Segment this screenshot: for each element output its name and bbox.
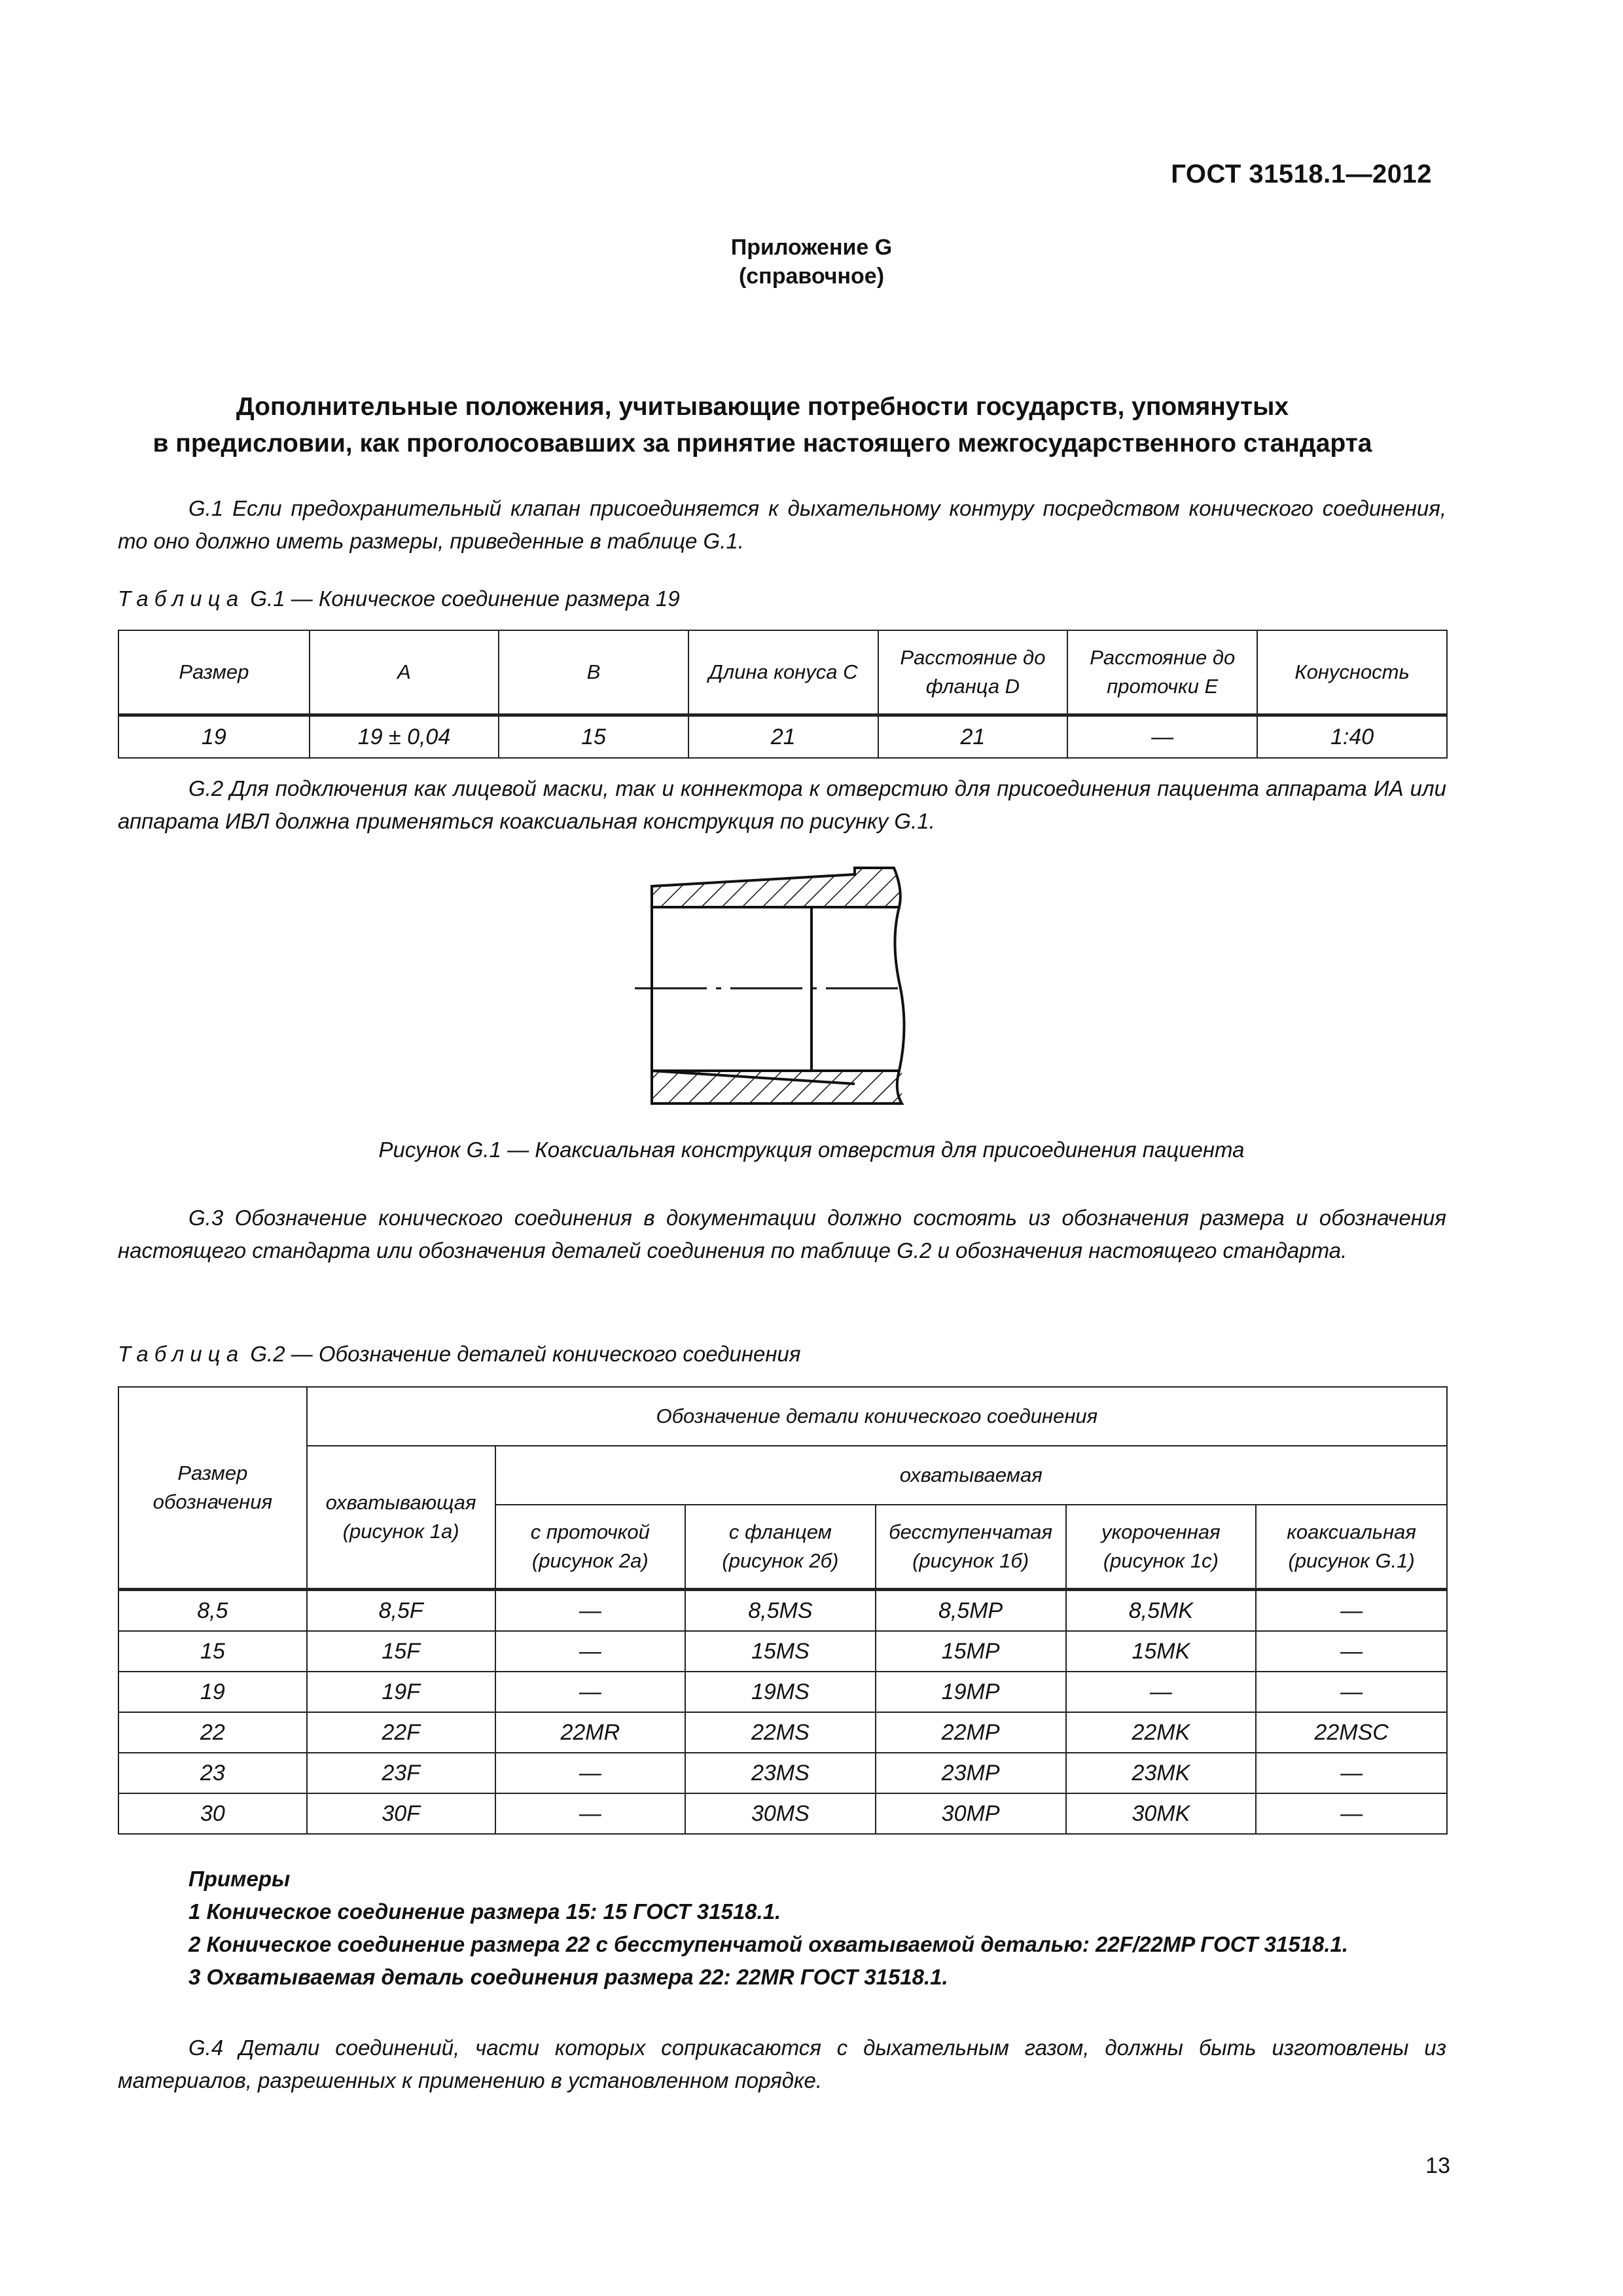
table-cell: —: [495, 1631, 686, 1672]
table1-header-cell: Расстояние до проточки E: [1067, 630, 1257, 715]
table1-header-cell: B: [499, 630, 688, 715]
example-item: 1 Коническое соединение размера 15: 15 ГОСТ 31518.1.: [188, 1899, 781, 1924]
table-cell: 23MS: [685, 1753, 876, 1793]
table-row: [118, 1712, 1447, 1753]
table-cell: 19: [118, 1672, 307, 1712]
table-row: [118, 1793, 1447, 1834]
examples-title: Примеры: [188, 1867, 291, 1891]
table-cell: 30MP: [876, 1793, 1066, 1834]
table-cell: —: [495, 1753, 686, 1793]
table-cell: 22MK: [1066, 1712, 1257, 1753]
table-cell: 22MS: [685, 1712, 876, 1753]
table2-caption: [118, 1342, 800, 1367]
table-row: [118, 1590, 1447, 1632]
table-cell: 8,5MS: [685, 1590, 876, 1632]
title-line-2: в предисловии, как проголосовавших за принятие настоящего межгосударственного стандарта: [152, 429, 1372, 457]
figure-caption: Рисунок G.1 — Коаксиальная конструкция отверстия для присоединения пациента: [378, 1138, 1245, 1162]
table-cell: —: [1256, 1672, 1447, 1712]
appendix-heading: [0, 233, 1623, 291]
table-cell: 15F: [307, 1631, 495, 1672]
table-cell: —: [495, 1793, 686, 1834]
table2-header-size: Размер обозначения: [118, 1387, 307, 1590]
table2-header-male-group: охватываемая: [495, 1446, 1447, 1505]
table-cell: 1:40: [1257, 715, 1447, 759]
table1-header-cell: A: [310, 630, 499, 715]
table-cell: 21: [688, 715, 878, 759]
appendix-label: Приложение G: [730, 235, 893, 260]
table1-header-cell: Конусность: [1257, 630, 1447, 715]
table-cell: 30MS: [685, 1793, 876, 1834]
table-cell: 15MK: [1066, 1631, 1257, 1672]
table-g2: [118, 1386, 1448, 1835]
paragraph-g4: G.4 Детали соединений, части которых соприкасаются с дыхательным газом, должны быть изготовлены из материалов, разрешенных к применению в установленном порядке.: [118, 2036, 1446, 2092]
table-cell: 8,5F: [307, 1590, 495, 1632]
table1-header-cell: Расстояние до фланца D: [878, 630, 1068, 715]
table-cell: 8,5: [118, 1590, 307, 1632]
table2-header-cell: с проточкой (рисунок 2а): [495, 1505, 686, 1590]
table-cell: 21: [878, 715, 1068, 759]
table-cell: 22MR: [495, 1712, 686, 1753]
appendix-title: [98, 389, 1427, 462]
table-cell: 15MP: [876, 1631, 1066, 1672]
table-cell: 22: [118, 1712, 307, 1753]
table2-header-female: охватывающая (рисунок 1а): [307, 1446, 495, 1590]
table-cell: —: [495, 1672, 686, 1712]
table-cell: 19MP: [876, 1672, 1066, 1712]
table-row: [118, 1753, 1447, 1793]
standard-code: ГОСТ 31518.1—2012: [1171, 160, 1432, 188]
table-cell: —: [1066, 1672, 1257, 1712]
example-item: 3 Охватываемая деталь соединения размера 22: 22MR ГОСТ 31518.1.: [188, 1965, 948, 1989]
table-cell: 30: [118, 1793, 307, 1834]
table1-caption-prefix: Таблица: [118, 586, 245, 611]
table-cell: —: [1256, 1753, 1447, 1793]
table-row: [118, 1631, 1447, 1672]
table1-caption-text: G.1 — Коническое соединение размера 19: [250, 586, 680, 611]
title-line-1: Дополнительные положения, учитывающие потребности государств, упомянутых: [236, 393, 1289, 421]
table-cell: 19 ± 0,04: [310, 715, 499, 759]
table-cell: 23MK: [1066, 1753, 1257, 1793]
table-cell: 15: [118, 1631, 307, 1672]
paragraph-g1: G.1 Если предохранительный клапан присоединяется к дыхательному контуру посредством конического соединения, то оно должно иметь размеры, приведенные в таблице G.1.: [118, 496, 1446, 553]
table-cell: 23F: [307, 1753, 495, 1793]
table1-header-row: [118, 630, 1447, 715]
example-item: 2 Коническое соединение размера 22 с бесступенчатой охватываемой деталью: 22F/22MP ГОСТ 31518.1.: [188, 1932, 1349, 1956]
table1-header-cell: Размер: [118, 630, 310, 715]
table-cell: —: [1256, 1631, 1447, 1672]
paragraph-g2: G.2 Для подключения как лицевой маски, так и коннектора к отверстию для присоединения пациента аппарата ИА или аппарата ИВЛ должна применяться коаксиальная конструкция по рисунку G.1.: [118, 776, 1446, 833]
table2-header-row: [118, 1387, 1447, 1446]
table2-caption-text: G.2 — Обозначение деталей конического соединения: [250, 1342, 801, 1366]
table-cell: 22MP: [876, 1712, 1066, 1753]
table-cell: —: [495, 1590, 686, 1632]
table-cell: 30MK: [1066, 1793, 1257, 1834]
table-cell: 30F: [307, 1793, 495, 1834]
table-cell: 15MS: [685, 1631, 876, 1672]
table-cell: 15: [499, 715, 688, 759]
coaxial-connector-drawing: [628, 857, 942, 1113]
table2-header-cell: коаксиальная (рисунок G.1): [1256, 1505, 1447, 1590]
table2-header-row: [118, 1446, 1447, 1505]
table2-header-cell: укороченная (рисунок 1с): [1066, 1505, 1257, 1590]
table-cell: 22F: [307, 1712, 495, 1753]
table-g1: [118, 630, 1448, 759]
table-cell: 8,5MP: [876, 1590, 1066, 1632]
table1-caption: [118, 586, 680, 611]
paragraph-g3: G.3 Обозначение конического соединения в документации должно состоять из обозначения размера и обозначения настоящего стандарта или обозначения деталей соединения по таблице G.2 и обозначения настоящего стандарта.: [118, 1206, 1446, 1263]
table-cell: —: [1256, 1793, 1447, 1834]
table-cell: —: [1067, 715, 1257, 759]
table2-header-group: Обозначение детали конического соединения: [307, 1387, 1447, 1446]
table-cell: 23MP: [876, 1753, 1066, 1793]
table2-header-cell: с фланцем (рисунок 2б): [685, 1505, 876, 1590]
table1-header-cell: Длина конуса C: [688, 630, 878, 715]
table-cell: 8,5MK: [1066, 1590, 1257, 1632]
table-row: [118, 715, 1447, 759]
table2-header-cell: бесступенчатая (рисунок 1б): [876, 1505, 1066, 1590]
table2-caption-prefix: Таблица: [118, 1342, 245, 1366]
hatched-wall-bottom: [652, 1071, 902, 1103]
table-cell: 19MS: [685, 1672, 876, 1712]
appendix-status: (справочное): [738, 264, 885, 289]
examples-block: [118, 1863, 1446, 1994]
hatched-wall-top: [652, 868, 902, 907]
table-cell: 22MSC: [1256, 1712, 1447, 1753]
page-number: 13: [1425, 2153, 1450, 2178]
table-cell: 23: [118, 1753, 307, 1793]
table-row: [118, 1672, 1447, 1712]
table-cell: 19: [118, 715, 310, 759]
table-cell: —: [1256, 1590, 1447, 1632]
table-cell: 19F: [307, 1672, 495, 1712]
